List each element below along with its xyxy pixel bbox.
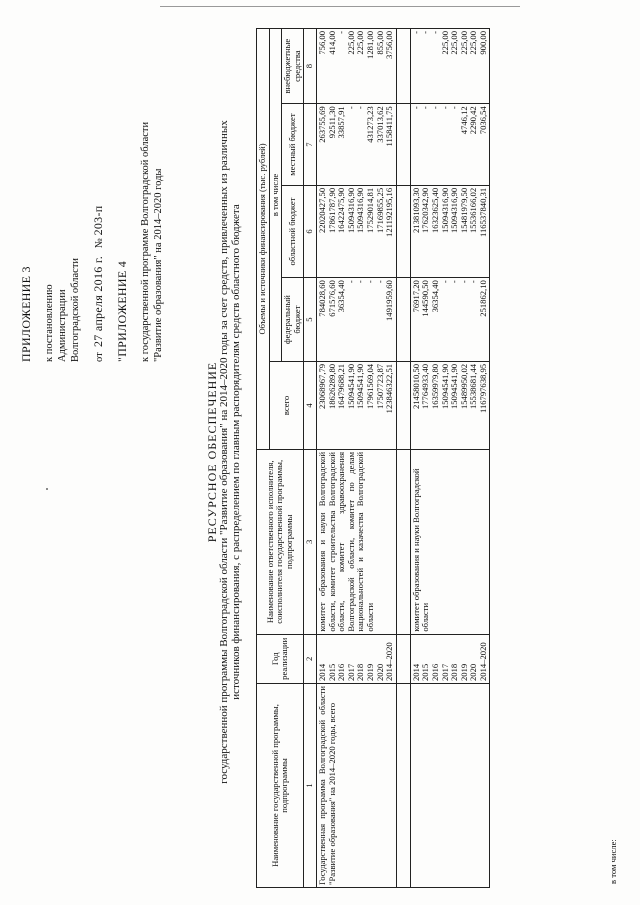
including-label: [396, 684, 410, 888]
cell-value: 2018: [355, 663, 366, 681]
document-header: [20, 32, 165, 362]
cell-value: 263755,69: [316, 106, 327, 143]
header-executor: Наименование ответственного исполнителя, соисполнителя государственной программы, подпрограммы: [257, 449, 304, 634]
cell-value: -: [439, 106, 450, 110]
header-program: Наименование государственной программы, подпрограммы: [257, 684, 304, 888]
resource-table: [256, 28, 490, 888]
title-line-3: источников финансирования, с распределением по главным распорядителям средств областного бюджета: [230, 204, 242, 700]
cell-value: 855,00: [374, 31, 385, 55]
cell-value: 2019: [364, 663, 375, 681]
decree-date-line: от 27 апреля 2016 г. № 203-п: [91, 205, 105, 362]
cell-value: 36354,40: [429, 280, 440, 313]
cell-value: 2015: [420, 663, 431, 681]
program-cell-empty: [410, 684, 490, 888]
cell-value: 16479688,21: [336, 363, 347, 410]
table-row: [316, 29, 396, 888]
cell-value: 17764933,40: [420, 363, 431, 410]
cell-value: -: [449, 280, 460, 284]
cell-value: -: [439, 280, 450, 284]
cell-value: 15094316,90: [449, 187, 460, 233]
cell-value: 7036,54: [477, 106, 488, 135]
header-year: Год реализации: [257, 634, 304, 683]
cell-value: -: [468, 280, 479, 284]
col-num: 8: [304, 29, 317, 104]
cell-value: 22020427,50: [316, 187, 327, 233]
table-row: [396, 29, 410, 888]
cell-value: 2020: [468, 663, 479, 681]
header-including: в том числе: [269, 29, 282, 362]
executor-cell: комитет образования и науки Волгоградской области, комитет строительства Волгоградской области, комитет здравоохранения Волгоградской области, комитет по делам национальностей и казачества Волгоградской области: [316, 449, 396, 634]
cell-value: -: [345, 106, 356, 110]
cell-value: 15094316,90: [345, 187, 356, 233]
local-cell: [316, 104, 396, 186]
cell-value: -: [410, 106, 421, 110]
decree-line: к постановлению: [44, 284, 55, 362]
cell-value: 251862,10: [477, 280, 488, 317]
cell-value: 671576,60: [326, 280, 337, 317]
appendix-4-label: "ПРИЛОЖЕНИЕ 4: [115, 260, 129, 362]
cell-value: 2014: [316, 663, 327, 681]
cell-value: 33857,91: [336, 106, 347, 139]
cell-value: 2017: [439, 663, 450, 681]
cell-value: 18626289,80: [326, 363, 337, 410]
cell-value: 16422475,90: [336, 187, 347, 233]
cell-value: 2014–2020: [477, 642, 488, 681]
header-total: всего: [269, 361, 304, 449]
federal-cell: [410, 278, 490, 362]
total-cell: [410, 361, 490, 449]
years-cell: [410, 634, 490, 683]
cell-value: -: [429, 31, 440, 34]
cell-value: 15094316,90: [355, 187, 366, 233]
header-federal: федеральный бюджет: [282, 278, 304, 362]
rotated-document: [20, 12, 620, 892]
cell-value: 36354,40: [336, 280, 347, 313]
col-num: 2: [304, 634, 317, 683]
cell-value: 17861787,90: [326, 187, 337, 233]
regional-cell: [316, 185, 396, 277]
header-financing: Объемы и источники финансирования (тыс. рублей): [257, 29, 270, 450]
cell-value: 21458010,50: [410, 363, 421, 410]
cell-value: 1491959,60: [384, 280, 395, 322]
title-line-2: государственной программы Волгоградской области "Развитие образования" на 2014–2020 годы за счет средств, привлеченных из различных: [218, 120, 230, 784]
cell-value: 15094541,90: [355, 363, 366, 410]
scan-edge-line: [160, 6, 520, 7]
cell-value: 431273,23: [364, 106, 375, 143]
cell-value: -: [410, 31, 421, 34]
col-num: 6: [304, 185, 317, 277]
cell-value: -: [420, 31, 431, 34]
cell-value: 1281,00: [364, 31, 375, 59]
cell-value: 225,00: [439, 31, 450, 55]
cell-value: 121192195,16: [384, 187, 395, 237]
header-local: местный бюджет: [282, 104, 304, 186]
cell-value: 414,00: [326, 31, 337, 55]
cell-value: 2018: [449, 663, 460, 681]
cell-value: 2014–2020: [384, 642, 395, 681]
header-extra: внебюджетные средства: [282, 29, 304, 104]
cell-value: -: [345, 280, 356, 284]
cell-value: 116797638,95: [477, 363, 488, 414]
cell-value: 16323625,40: [429, 187, 440, 233]
cell-value: 2020: [374, 663, 385, 681]
total-cell: [316, 361, 396, 449]
header-regional: областной бюджет: [282, 185, 304, 277]
table-row: [410, 29, 490, 888]
col-num: 5: [304, 278, 317, 362]
cell-value: 15489950,02: [458, 363, 469, 410]
col-num: 1: [304, 684, 317, 888]
years-cell: [316, 634, 396, 683]
cell-value: 337013,62: [374, 106, 385, 143]
cell-value: 15536166,02: [468, 187, 479, 233]
cell-value: -: [420, 106, 431, 110]
cell-value: 144590,50: [420, 280, 431, 317]
cell-value: 15094541,90: [439, 363, 450, 410]
document-title: [206, 32, 242, 872]
program-name-line: "Развитие образования" на 2014–2020 годы: [153, 168, 164, 362]
cell-value: 225,00: [345, 31, 356, 55]
cell-value: -: [449, 106, 460, 110]
extra-cell: [410, 29, 490, 104]
cell-value: -: [364, 280, 375, 284]
cell-value: 2016: [336, 663, 347, 681]
cell-value: 15094541,90: [449, 363, 460, 410]
admin-line: Администрации: [57, 289, 68, 362]
cell-value: 21381093,30: [410, 187, 421, 233]
cell-value: 116537840,31: [477, 187, 488, 237]
cell-value: 2017: [345, 663, 356, 681]
cell-value: 4746,12: [458, 106, 469, 135]
program-ref-line: к государственной программе Волгоградской области: [140, 121, 151, 362]
cell-value: -: [336, 31, 347, 34]
including-text: в том числе:: [608, 839, 618, 884]
cell-value: 225,00: [458, 31, 469, 55]
cell-value: -: [458, 280, 469, 284]
region-line: Волгоградской области: [70, 257, 81, 362]
decree-date: 27 апреля 2016 г.: [91, 255, 105, 348]
regional-cell: [410, 185, 490, 277]
cell-value: 23068967,79: [316, 363, 327, 410]
cell-value: 16359979,80: [429, 363, 440, 410]
cell-value: 15094541,90: [345, 363, 356, 410]
cell-value: 17169855,25: [374, 187, 385, 233]
cell-value: 17507723,87: [374, 363, 385, 410]
title-main: РЕСУРСНОЕ ОБЕСПЕЧЕНИЕ: [205, 361, 219, 543]
cell-value: 225,00: [449, 31, 460, 55]
local-cell: [410, 104, 490, 186]
appendix-3-label: ПРИЛОЖЕНИЕ 3: [19, 266, 33, 362]
decree-number: 203-п: [91, 205, 105, 236]
cell-value: 17529014,81: [364, 187, 375, 233]
cell-value: 2014: [410, 663, 421, 681]
cell-value: -: [355, 106, 366, 110]
cell-value: 2016: [429, 663, 440, 681]
cell-value: 15481979,50: [458, 187, 469, 233]
cell-value: 123846322,51: [384, 363, 395, 414]
cell-value: -: [355, 280, 366, 284]
col-num: 7: [304, 104, 317, 186]
cell-value: 2019: [458, 663, 469, 681]
program-cell: Государственная программа Волгоградской области "Развитие образования" на 2014–2020 годы, всего: [316, 684, 396, 888]
extra-cell: [316, 29, 396, 104]
cell-value: -: [429, 106, 440, 110]
cell-value: 17961569,04: [364, 363, 375, 410]
cell-value: -: [374, 280, 385, 284]
cell-value: 900,00: [477, 31, 488, 55]
cell-value: 15094316,90: [439, 187, 450, 233]
cell-value: 225,00: [355, 31, 366, 55]
executor-cell: комитет образования и науки Волгоградской области: [410, 449, 490, 634]
cell-value: 2015: [326, 663, 337, 681]
cell-value: 1158411,75: [384, 106, 395, 147]
cell-value: 92511,30: [326, 106, 337, 139]
federal-cell: [316, 278, 396, 362]
cell-value: 2290,42: [468, 106, 479, 135]
cell-value: 76917,20: [410, 280, 421, 313]
cell-value: 3756,00: [384, 31, 395, 59]
cell-value: 784028,60: [316, 280, 327, 317]
col-num: 4: [304, 361, 317, 449]
cell-value: 756,00: [316, 31, 327, 55]
cell-value: 17620342,90: [420, 187, 431, 233]
col-num: 3: [304, 449, 317, 634]
cell-value: 15538681,44: [468, 363, 479, 410]
cell-value: 225,00: [468, 31, 479, 55]
